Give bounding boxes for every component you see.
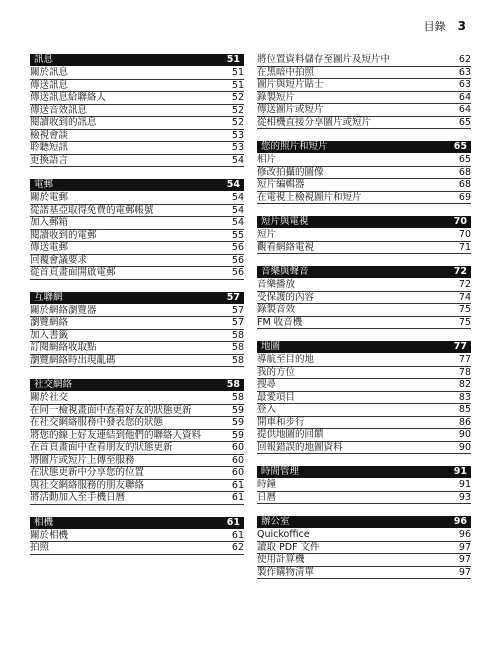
section-header[interactable] xyxy=(257,466,471,478)
entry-title: 瀏覽網絡 xyxy=(30,317,69,328)
entry-page: 56 xyxy=(231,254,244,266)
entry-title: 從諾基亞取得免費的電郵帳號 xyxy=(30,204,154,216)
toc-entry[interactable] xyxy=(257,542,471,555)
entry-page: 60 xyxy=(231,467,244,478)
entry-title: 圖片與短片貼士 xyxy=(257,79,324,90)
entry-page: 54 xyxy=(231,217,244,228)
section-page: 54 xyxy=(226,179,240,190)
toc-entry[interactable] xyxy=(30,105,244,118)
entry-page: 97 xyxy=(458,541,471,553)
entry-title: 回覆會議要求 xyxy=(30,254,88,266)
toc-entry[interactable] xyxy=(257,479,471,492)
entry-page: 51 xyxy=(231,79,244,91)
entry-page: 82 xyxy=(458,379,471,390)
section-title: 訊息 xyxy=(34,54,54,65)
toc-entry[interactable] xyxy=(30,417,244,430)
toc-entry[interactable] xyxy=(30,467,244,480)
toc-entry[interactable] xyxy=(30,267,244,280)
section-page: 77 xyxy=(453,341,467,352)
toc-entry[interactable] xyxy=(257,554,471,567)
section-title: 社交網絡 xyxy=(34,379,73,390)
entry-page: 71 xyxy=(458,241,471,253)
entry-title: 錄製短片 xyxy=(257,91,296,103)
entry-title: 最愛項目 xyxy=(257,391,296,403)
entry-page: 59 xyxy=(231,429,244,441)
section-title: 您的照片和短片 xyxy=(261,141,328,152)
entry-page: 61 xyxy=(231,479,244,491)
entry-page: 64 xyxy=(458,91,471,103)
entry-title: 傳送電郵 xyxy=(30,242,69,253)
toc-section xyxy=(257,466,471,504)
entry-page: 65 xyxy=(458,116,471,128)
entry-page: 56 xyxy=(231,267,244,278)
entry-page: 85 xyxy=(458,404,471,415)
entry-title: 在同一檢視畫面中查看好友的狀態更新 xyxy=(30,404,192,416)
toc-entry[interactable] xyxy=(30,355,244,368)
toc-entry[interactable] xyxy=(257,154,471,167)
entry-title: 受保護的內容 xyxy=(257,291,315,303)
toc-entry[interactable] xyxy=(257,279,471,292)
toc-entry[interactable] xyxy=(30,530,244,543)
toc-entry[interactable] xyxy=(257,79,471,92)
entry-page: 51 xyxy=(231,67,244,78)
section-header[interactable] xyxy=(257,266,471,278)
toc-entry[interactable] xyxy=(30,142,244,155)
toc-entry[interactable] xyxy=(257,304,471,317)
entry-title: 在首頁畫面中查看朋友的狀態更新 xyxy=(30,442,173,453)
page-title: 目錄 xyxy=(423,20,446,33)
toc-section xyxy=(257,516,471,579)
entry-page: 86 xyxy=(458,416,471,428)
toc-entry[interactable] xyxy=(30,80,244,93)
entry-page: 68 xyxy=(458,166,471,178)
toc-entry[interactable] xyxy=(30,242,244,255)
entry-title: 傳送音效訊息 xyxy=(30,104,88,116)
toc-entry[interactable] xyxy=(257,192,471,205)
toc-entry[interactable] xyxy=(257,442,471,455)
entry-title: 我的方位 xyxy=(257,366,296,378)
toc-section xyxy=(257,216,471,254)
page-header xyxy=(424,18,466,34)
toc-entry[interactable] xyxy=(257,567,471,580)
entry-title: 與社交網絡服務的朋友聯絡 xyxy=(30,479,145,491)
entry-page: 62 xyxy=(231,542,244,553)
entry-page: 60 xyxy=(231,454,244,466)
section-header[interactable] xyxy=(30,54,244,66)
entry-title: 將位置資料儲存至圖片及短片中 xyxy=(257,54,391,65)
entry-page: 97 xyxy=(458,554,471,565)
entry-title: 訂閱網絡收取點 xyxy=(30,342,97,353)
entry-page: 93 xyxy=(458,491,471,503)
section-header[interactable] xyxy=(257,516,471,528)
entry-page: 53 xyxy=(231,142,244,153)
section-title: 辦公室 xyxy=(261,516,290,527)
entry-title: 將圖片或短片上傳至服務 xyxy=(30,454,135,466)
toc-entry[interactable] xyxy=(257,67,471,80)
toc-entry[interactable] xyxy=(30,230,244,243)
toc-section xyxy=(30,54,244,167)
section-page: 96 xyxy=(453,516,467,527)
toc-entry[interactable] xyxy=(257,317,471,330)
entry-title: 搜尋 xyxy=(257,379,277,390)
toc-section xyxy=(30,379,244,505)
entry-page: 54 xyxy=(231,154,244,166)
entry-page: 57 xyxy=(231,317,244,328)
section-title: 互聯網 xyxy=(34,291,63,303)
entry-page: 58 xyxy=(231,329,244,341)
toc-section xyxy=(30,517,244,555)
entry-title: 更換語言 xyxy=(30,154,69,166)
toc-entry[interactable] xyxy=(30,492,244,505)
entry-page: 75 xyxy=(458,304,471,315)
entry-title: 加入書籤 xyxy=(30,329,69,341)
entry-title: 加入郵箱 xyxy=(30,217,69,228)
toc-column-left xyxy=(30,54,244,567)
toc-entry[interactable] xyxy=(30,430,244,443)
toc-section xyxy=(257,266,471,329)
entry-page: 62 xyxy=(458,54,471,65)
entry-title: 相片 xyxy=(257,154,277,165)
section-title: 電郵 xyxy=(34,179,54,190)
toc-entry[interactable] xyxy=(257,242,471,255)
entry-title: 日曆 xyxy=(257,491,277,503)
entry-title: 傳送圖片或短片 xyxy=(257,104,324,115)
entry-title: 修改拍攝的圖像 xyxy=(257,166,324,178)
entry-page: 56 xyxy=(231,242,244,253)
entry-page: 60 xyxy=(231,442,244,453)
toc-entry[interactable] xyxy=(257,417,471,430)
section-page: 57 xyxy=(226,291,240,303)
toc-entry[interactable] xyxy=(30,480,244,493)
entry-page: 68 xyxy=(458,179,471,190)
toc-entry[interactable] xyxy=(30,455,244,468)
entry-page: 90 xyxy=(458,441,471,453)
section-header[interactable] xyxy=(30,179,244,191)
entry-page: 83 xyxy=(458,391,471,403)
toc-entry[interactable] xyxy=(30,542,244,555)
entry-title: FM 收音機 xyxy=(257,316,303,328)
toc-entry[interactable] xyxy=(30,117,244,130)
entry-page: 63 xyxy=(458,66,471,78)
entry-title: 使用計算機 xyxy=(257,554,305,565)
toc-column-right xyxy=(257,54,471,591)
entry-title: 關於訊息 xyxy=(30,67,69,78)
entry-title: 將您的線上好友連結到他們的聯絡人資料 xyxy=(30,429,202,441)
entry-title: 觀看網絡電視 xyxy=(257,241,315,253)
entry-page: 77 xyxy=(458,354,471,365)
toc-entry[interactable] xyxy=(257,292,471,305)
section-header[interactable] xyxy=(30,379,244,391)
toc-entry[interactable] xyxy=(257,167,471,180)
entry-page: 78 xyxy=(458,366,471,378)
entry-page: 54 xyxy=(231,204,244,216)
toc-entry[interactable] xyxy=(30,317,244,330)
entry-title: 錄製音效 xyxy=(257,304,296,315)
toc-section xyxy=(30,179,244,280)
entry-page: 65 xyxy=(458,154,471,165)
entry-page: 72 xyxy=(458,279,471,290)
entry-title: 關於電郵 xyxy=(30,192,69,203)
section-header[interactable] xyxy=(257,341,471,353)
entry-title: 傳送訊息 xyxy=(30,79,69,91)
section-page: 65 xyxy=(453,141,467,152)
entry-page: 91 xyxy=(458,479,471,490)
entry-title: 在社交網絡服務中發表您的狀態 xyxy=(30,417,164,428)
entry-title: Quickoffice xyxy=(257,529,310,540)
entry-page: 61 xyxy=(231,529,244,541)
section-header[interactable] xyxy=(30,292,244,304)
toc-entry[interactable] xyxy=(257,379,471,392)
page-number: 3 xyxy=(457,19,466,33)
toc-entry[interactable] xyxy=(30,405,244,418)
toc-entry[interactable] xyxy=(30,330,244,343)
entry-title: 在黑暗中拍照 xyxy=(257,66,315,78)
toc-entry[interactable] xyxy=(257,117,471,130)
entry-title: 瀏覽網絡時出現亂碼 xyxy=(30,354,116,366)
toc-entry[interactable] xyxy=(30,192,244,205)
entry-page: 90 xyxy=(458,429,471,440)
toc-section xyxy=(257,54,471,129)
entry-page: 63 xyxy=(458,79,471,90)
entry-page: 69 xyxy=(458,191,471,203)
entry-page: 52 xyxy=(231,117,244,128)
section-title: 音樂與聲音 xyxy=(261,266,309,277)
section-page: 70 xyxy=(453,216,467,227)
section-title: 時間管理 xyxy=(261,466,300,477)
toc-entry[interactable] xyxy=(257,367,471,380)
toc-entry[interactable] xyxy=(30,217,244,230)
entry-page: 58 xyxy=(231,354,244,366)
entry-page: 97 xyxy=(458,566,471,578)
toc-entry[interactable] xyxy=(30,342,244,355)
entry-page: 55 xyxy=(231,229,244,241)
entry-title: 關於社交 xyxy=(30,392,69,403)
entry-page: 52 xyxy=(231,104,244,116)
entry-title: 讀取 PDF 文件 xyxy=(257,541,320,553)
toc-entry[interactable] xyxy=(257,179,471,192)
section-header[interactable] xyxy=(257,141,471,153)
toc-entry[interactable] xyxy=(257,429,471,442)
toc-entry[interactable] xyxy=(30,67,244,80)
toc-entry[interactable] xyxy=(257,529,471,542)
section-page: 51 xyxy=(226,54,240,65)
entry-page: 59 xyxy=(231,417,244,428)
entry-title: 時鐘 xyxy=(257,479,277,490)
entry-page: 74 xyxy=(458,291,471,303)
entry-title: 從首頁畫面開啟電郵 xyxy=(30,267,116,278)
entry-title: 短片 xyxy=(257,229,277,240)
toc-entry[interactable] xyxy=(30,92,244,105)
toc-entry[interactable] xyxy=(257,354,471,367)
toc-entry[interactable] xyxy=(257,492,471,505)
toc-entry[interactable] xyxy=(30,255,244,268)
entry-title: 導航至目的地 xyxy=(257,354,315,365)
entry-title: 在狀態更新中分享您的位置 xyxy=(30,467,145,478)
entry-title: 回報錯誤的地圖資料 xyxy=(257,441,343,453)
toc-entry[interactable] xyxy=(30,155,244,168)
toc-section xyxy=(30,292,244,368)
toc-entry[interactable] xyxy=(30,130,244,143)
entry-title: 音樂播放 xyxy=(257,279,296,290)
entry-title: 閱讀收到的訊息 xyxy=(30,117,97,128)
section-title: 地圖 xyxy=(261,341,281,352)
entry-title: 將活動加入至手機日曆 xyxy=(30,492,126,503)
entry-title: 登入 xyxy=(257,404,277,415)
entry-page: 59 xyxy=(231,404,244,416)
toc-entry[interactable] xyxy=(257,392,471,405)
entry-title: 關於相機 xyxy=(30,529,69,541)
entry-title: 關於網絡瀏覽器 xyxy=(30,304,97,316)
toc-section xyxy=(257,141,471,204)
entry-page: 96 xyxy=(458,529,471,540)
entry-page: 57 xyxy=(231,304,244,316)
toc-entry[interactable] xyxy=(30,442,244,455)
entry-page: 58 xyxy=(231,342,244,353)
toc-entry[interactable] xyxy=(257,229,471,242)
entry-title: 傳送訊息給聯絡人 xyxy=(30,92,107,103)
entry-page: 52 xyxy=(231,92,244,103)
section-header[interactable] xyxy=(30,517,244,529)
entry-title: 提供地圖的回饋 xyxy=(257,429,324,440)
section-header[interactable] xyxy=(257,216,471,228)
entry-title: 開車和步行 xyxy=(257,416,305,428)
entry-page: 75 xyxy=(458,316,471,328)
toc-entry[interactable] xyxy=(257,104,471,117)
entry-title: 檢視會談 xyxy=(30,129,69,141)
section-page: 58 xyxy=(226,379,240,390)
entry-title: 聆聽短訊 xyxy=(30,142,69,153)
entry-page: 58 xyxy=(231,392,244,403)
entry-page: 70 xyxy=(458,229,471,240)
entry-page: 64 xyxy=(458,104,471,115)
entry-page: 54 xyxy=(231,192,244,203)
section-title: 相機 xyxy=(34,516,54,528)
toc-entry[interactable] xyxy=(257,54,471,67)
toc-section xyxy=(257,341,471,454)
entry-page: 61 xyxy=(231,492,244,503)
entry-title: 從相機直接分享圖片或短片 xyxy=(257,116,372,128)
entry-title: 拍照 xyxy=(30,542,50,553)
section-title: 短片與電視 xyxy=(261,216,309,227)
toc-entry[interactable] xyxy=(257,404,471,417)
entry-title: 閱讀收到的電郵 xyxy=(30,229,97,241)
section-page: 91 xyxy=(453,466,467,477)
toc-entry[interactable] xyxy=(257,92,471,105)
entry-page: 53 xyxy=(231,129,244,141)
section-page: 61 xyxy=(226,516,240,528)
toc-entry[interactable] xyxy=(30,205,244,218)
toc-entry[interactable] xyxy=(30,305,244,318)
entry-title: 在電視上檢視圖片和短片 xyxy=(257,191,362,203)
entry-title: 短片編輯器 xyxy=(257,179,305,190)
section-page: 72 xyxy=(453,266,467,277)
entry-title: 製作購物清單 xyxy=(257,566,315,578)
toc-entry[interactable] xyxy=(30,392,244,405)
